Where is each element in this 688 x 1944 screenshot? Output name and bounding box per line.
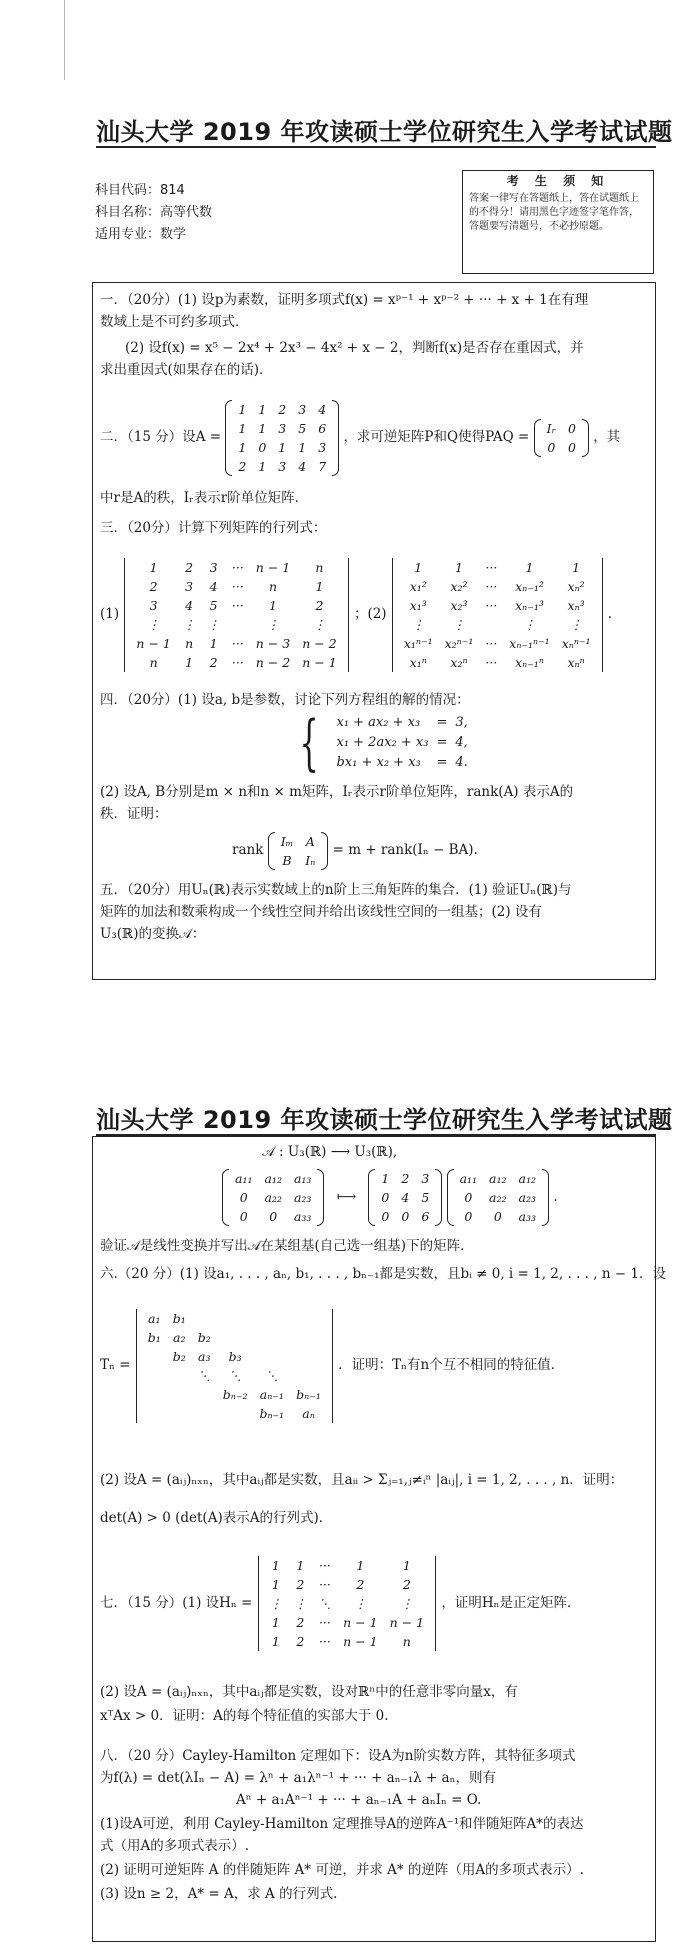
- tn-cell: b₃: [228, 1348, 242, 1364]
- hn-cell: 2: [296, 1577, 305, 1592]
- determinant-1-cell: n − 1: [136, 635, 171, 651]
- determinant-2-cell: ⋮: [569, 616, 583, 632]
- hn-cell: 1: [271, 1577, 280, 1592]
- determinant-2-cell: ···: [485, 578, 498, 594]
- determinant-2-cell: x₂²: [450, 578, 468, 594]
- hn-cell: ⋮: [354, 1596, 367, 1611]
- matrix-a-cell: 3: [318, 439, 327, 455]
- determinant-2-cell: 1: [572, 559, 581, 575]
- q6-line2: (2) 设A = (aᵢⱼ)ₙₓₙ，其中aᵢⱼ都是实数，且aᵢᵢ > Σⱼ₌₁,ⱼ≠ᵢⁿ |aᵢⱼ|, i = 1, 2, . . . , n．证明：: [100, 1472, 624, 1488]
- matrix-a-cell: 7: [318, 458, 327, 474]
- determinant-2-cell: ···: [485, 654, 498, 670]
- map-matrix-c-cell: 0: [493, 1209, 502, 1224]
- map-matrix-c-cell: a₂₃: [518, 1190, 537, 1205]
- matrix-a-cell: 1: [238, 420, 247, 436]
- matrix-a-cell: 2: [278, 401, 287, 417]
- map-matrix-b-cell: 2: [401, 1171, 410, 1186]
- map-matrix-a-cell: 0: [239, 1190, 248, 1205]
- q1-line1: 一．（20分）(1) 设p为素数，证明多项式f(x) = xᵖ⁻¹ + xᵖ⁻² + ··· + x + 1在有理: [100, 292, 589, 308]
- map-matrix-b: [368, 1169, 442, 1226]
- determinant-1-cell: 2: [315, 597, 324, 613]
- matrix-a-cell: 1: [258, 401, 267, 417]
- block-matrix-cell: 0: [567, 420, 576, 436]
- determinant-1-cell: 1: [315, 578, 324, 594]
- tn-cell: [142, 1385, 167, 1404]
- hn-cell: 1: [296, 1558, 305, 1573]
- hn-cell: 1: [402, 1558, 411, 1573]
- q2-middle: ，求可逆矩阵P和Q使得PAQ =: [343, 429, 530, 445]
- block-matrix-cell: 0: [567, 439, 576, 455]
- tn-prefix: Tₙ =: [100, 1357, 131, 1373]
- hn-cell: 1: [356, 1558, 365, 1573]
- tn-cell: a₂: [173, 1329, 186, 1345]
- tn-cell: bₙ₋₁: [296, 1386, 321, 1402]
- hn-cell: ⋱: [318, 1596, 332, 1611]
- system-brace: {: [299, 707, 319, 778]
- q1-line2: 数域上是不可约多项式．: [100, 314, 249, 330]
- hn-cell: 2: [296, 1634, 305, 1649]
- tn-cell: [167, 1385, 192, 1404]
- tn-cell: [167, 1366, 192, 1385]
- tn-cell: bₙ₋₂: [222, 1386, 248, 1402]
- matrix-a-cell: 1: [298, 439, 307, 455]
- rank-prefix: rank: [232, 842, 264, 858]
- determinant-2-cell: ⋮: [523, 616, 536, 632]
- tn-determinant: [135, 1309, 334, 1423]
- map-matrix-a-cell: 0: [269, 1209, 278, 1224]
- equation-cell: 4,: [455, 734, 468, 750]
- q5-line1: 五．（20分）用Uₙ(ℝ)表示实数域上的n阶上三角矩阵的集合．(1) 验证Uₙ(ℝ)与: [100, 882, 572, 898]
- q6-line3: det(A) > 0 (det(A)表示A的行列式)．: [100, 1510, 333, 1526]
- map-matrix-c-cell: a₂₂: [489, 1190, 507, 1205]
- map-matrix-a-cell: a₁₂: [264, 1171, 282, 1186]
- equation-cell: =: [436, 754, 448, 770]
- matrix-a-cell: 0: [258, 439, 267, 455]
- tn-cell: [217, 1404, 254, 1423]
- rank-matrix: [268, 832, 329, 870]
- determinant-1-cell: 3: [185, 578, 194, 594]
- map-matrix-a: [222, 1169, 324, 1226]
- tn-cell: b₂: [197, 1329, 211, 1345]
- exam-title-2: 汕头大学 2019 年攻读硕士学位研究生入学考试试题: [96, 1106, 673, 1134]
- map-matrix-b-cell: 0: [381, 1209, 390, 1224]
- q7-prefix: 七．（15 分）(1) 设Hₙ =: [100, 1595, 253, 1611]
- tn-cell: b₁: [172, 1310, 186, 1326]
- q2-row: [100, 392, 620, 482]
- map-matrix-a-cell: 0: [239, 1209, 248, 1224]
- matrix-a-cell: 4: [298, 458, 307, 474]
- determinant-1: [123, 558, 349, 672]
- map-matrix-c-cell: 0: [464, 1190, 473, 1205]
- tn-cell: [142, 1366, 167, 1385]
- tn-cell: [217, 1309, 254, 1328]
- determinant-1-cell: 5: [209, 597, 218, 613]
- q3-row: [100, 544, 612, 684]
- equation-cell: 3,: [455, 714, 468, 730]
- subject-name: 科目名称：高等代数: [95, 205, 213, 220]
- determinant-1-cell: n − 3: [255, 635, 291, 651]
- determinant-2-cell: xₙ₋₁³: [515, 597, 544, 613]
- hn-cell: 2: [356, 1577, 365, 1592]
- q8-line4: (1)设A可逆，利用 Cayley-Hamilton 定理推导A的逆阵A⁻¹和伴随矩阵A*的表达: [100, 1816, 584, 1832]
- determinant-2-cell: xₙ₋₁²: [515, 578, 544, 594]
- map-matrix-a-cell: a₁₃: [293, 1171, 312, 1186]
- determinant-1-cell: n − 1: [302, 654, 337, 670]
- q7-line3: xᵀAx > 0．证明：A的每个特征值的实部大于 0.: [100, 1708, 389, 1724]
- determinant-2-cell: xₙ₋₁ⁿ⁻¹: [509, 635, 550, 651]
- determinant-2-cell: x₂³: [450, 597, 468, 613]
- determinant-2-cell: x₂ⁿ⁻¹: [444, 635, 474, 651]
- determinant-2-cell: [479, 615, 503, 634]
- hn-cell: ···: [318, 1615, 331, 1630]
- q7-suffix: ，证明Hₙ是正定矩阵．: [441, 1595, 581, 1611]
- map-line: 𝒜 : U₃(ℝ) ⟶ U₃(ℝ),: [262, 1144, 398, 1160]
- determinant-1-cell: 2: [209, 654, 218, 670]
- determinant-1-cell: ⋮: [182, 616, 196, 632]
- tn-cell: ⋱: [265, 1367, 279, 1383]
- determinant-2-cell: x₁ⁿ: [409, 654, 427, 670]
- tn-cell: [290, 1309, 327, 1328]
- determinant-1-cell: n − 2: [302, 635, 337, 651]
- q8-line7: (3) 设n ≥ 2，A* = A，求 A 的行列式.: [100, 1886, 338, 1902]
- determinant-2-cell: x₁²: [409, 578, 427, 594]
- rank-matrix-cell: Iₙ: [305, 852, 316, 868]
- q5-end: 验证𝒜是线性变换并写出𝒜在某组基(自己选一组基)下的矩阵．: [100, 1238, 474, 1254]
- map-formula: [222, 1164, 558, 1230]
- q5-line3: U₃(ℝ)的变换𝒜：: [100, 926, 206, 942]
- tn-cell: [217, 1328, 254, 1347]
- tn-cell: [192, 1385, 217, 1404]
- rank-matrix-cell: A: [305, 833, 315, 849]
- hn-cell: ···: [318, 1577, 331, 1592]
- determinant-1-cell: 2: [149, 578, 158, 594]
- hn-cell: ⋮: [269, 1596, 283, 1611]
- hn-cell: 1: [271, 1615, 280, 1630]
- determinant-1-cell: 3: [209, 559, 218, 575]
- rank-suffix: = m + rank(Iₙ − BA).: [332, 842, 478, 858]
- block-matrix-cell: 0: [547, 439, 556, 455]
- determinant-2: [391, 558, 604, 672]
- matrix-a-cell: 1: [238, 401, 247, 417]
- map-matrix-b-cell: 5: [421, 1190, 430, 1205]
- hn-cell: 1: [271, 1558, 280, 1573]
- determinant-1-cell: ⋮: [147, 616, 160, 632]
- q8-line2: 为f(λ) = det(λIₙ − A) = λⁿ + a₁λⁿ⁻¹ + ··· + aₙ₋₁λ + aₙ，则有: [100, 1770, 496, 1786]
- tn-cell: [290, 1347, 327, 1366]
- scan-edge: [64, 0, 65, 80]
- determinant-1-cell: 1: [209, 635, 218, 651]
- determinant-2-cell: ···: [485, 559, 498, 575]
- map-matrix-b-cell: 3: [421, 1171, 430, 1186]
- subject-code: 科目代码：814: [95, 183, 185, 198]
- q1-line3: (2) 设f(x) = x⁵ − 2x⁴ + 2x³ − 4x² + x − 2，判断f(x)是否存在重因式，并: [125, 340, 584, 356]
- determinant-1-cell: ···: [231, 578, 244, 594]
- determinant-2-cell: ⋮: [412, 616, 425, 632]
- rank-matrix-cell: Iₘ: [280, 833, 294, 849]
- determinant-2-cell: xₙ²: [567, 578, 585, 594]
- hn-formula: [100, 1538, 580, 1668]
- determinant-1-cell: [226, 615, 250, 634]
- matrix-a: [225, 400, 339, 476]
- determinant-1-cell: ⋮: [207, 616, 220, 632]
- block-matrix: [534, 419, 589, 457]
- determinant-2-cell: ···: [485, 597, 498, 613]
- map-matrix-c: [447, 1169, 549, 1226]
- map-matrix-b-cell: 0: [381, 1190, 390, 1205]
- tn-cell: [290, 1366, 327, 1385]
- equation-system: [290, 707, 472, 778]
- rank-matrix-cell: B: [282, 852, 292, 868]
- equation-cell: bx₁ + x₂ + x₃: [336, 754, 421, 770]
- equation-cell: =: [436, 734, 448, 750]
- tn-cell: [142, 1347, 167, 1366]
- hn-cell: n: [402, 1634, 411, 1649]
- tn-cell: [167, 1404, 192, 1423]
- tn-cell: [192, 1309, 217, 1328]
- determinant-1-cell: ···: [231, 597, 244, 613]
- matrix-a-cell: 3: [298, 401, 307, 417]
- tn-cell: [142, 1404, 167, 1423]
- hn-cell: ⋮: [400, 1596, 414, 1611]
- q8-line6: (2) 证明可逆矩阵 A 的伴随矩阵 A* 可逆，并求 A* 的逆阵（用A的多项式表示）.: [100, 1862, 584, 1878]
- determinant-2-cell: xₙ³: [567, 597, 585, 613]
- determinant-1-cell: n: [268, 578, 278, 594]
- determinant-2-cell: ⋮: [452, 616, 466, 632]
- determinant-2-cell: x₁³: [409, 597, 427, 613]
- q4-line1: 四．（20分）(1) 设a, b是参数，讨论下列方程组的解的情况：: [100, 692, 470, 708]
- map-matrix-a-cell: a₂₃: [293, 1190, 312, 1205]
- tn-cell: aₙ: [302, 1405, 315, 1421]
- tn-cell: b₂: [172, 1348, 186, 1364]
- q8-line3: Aⁿ + a₁Aⁿ⁻¹ + ··· + aₙ₋₁A + aₙIₙ = O.: [236, 1792, 482, 1808]
- determinant-1-cell: ⋮: [313, 616, 326, 632]
- hn-cell: ···: [318, 1634, 331, 1649]
- q7-line2: (2) 设A = (aᵢⱼ)ₙₓₙ，其中aᵢⱼ都是实数，设对ℝⁿ中的任意非零向量x，有: [100, 1684, 518, 1700]
- equation-cell: 4.: [455, 754, 468, 770]
- q8-line1: 八．（20 分）Cayley-Hamilton 定理如下：设A为n阶实数方阵，其特征多项式: [100, 1748, 576, 1764]
- tn-cell: b₁: [147, 1329, 161, 1345]
- q3-intro: 三．（20分）计算下列矩阵的行列式：: [100, 520, 327, 536]
- determinant-1-cell: 2: [185, 559, 194, 575]
- matrix-a-cell: 1: [258, 458, 267, 474]
- hn-cell: n − 1: [343, 1634, 378, 1649]
- tn-cell: [192, 1404, 217, 1423]
- q4-line3: 秩．证明：: [100, 806, 168, 822]
- q3-end: .: [607, 606, 613, 622]
- matrix-a-cell: 4: [318, 401, 327, 417]
- determinant-1-cell: ⋮: [266, 616, 280, 632]
- equation-cell: x₁ + ax₂ + x₃: [336, 714, 421, 730]
- hn-cell: n − 1: [389, 1615, 425, 1630]
- determinant-1-cell: 1: [269, 597, 277, 613]
- exam-title: 汕头大学 2019 年攻读硕士学位研究生入学考试试题: [96, 118, 673, 146]
- tn-cell: ⋱: [198, 1367, 211, 1383]
- determinant-1-cell: n: [149, 654, 158, 670]
- tn-cell: [290, 1328, 327, 1347]
- hn-cell: ···: [318, 1558, 331, 1573]
- matrix-a-cell: 2: [238, 458, 247, 474]
- determinant-2-cell: 1: [525, 559, 534, 575]
- map-matrix-a-cell: a₂₂: [264, 1190, 282, 1205]
- equation-cell: =: [436, 714, 448, 730]
- determinant-2-cell: x₂ⁿ: [450, 654, 468, 670]
- notice-body: 答案一律写在答题纸上，答在试题纸上的不得分！请用黑色字迹签字笔作答，答题要写清题号，不必抄原题。: [469, 193, 639, 232]
- matrix-a-cell: 3: [278, 458, 287, 474]
- q5-line2: 矩阵的加法和数乘构成一个线性空间并给出该线性空间的一组基；(2) 设有: [100, 904, 542, 920]
- map-matrix-a-cell: a₃₃: [293, 1209, 312, 1224]
- tn-formula: [100, 1290, 564, 1440]
- tn-cell: a₁: [148, 1310, 161, 1326]
- q2-suffix: ，其: [593, 429, 621, 445]
- determinant-1-cell: 1: [149, 559, 158, 575]
- notice-title: 考 生 须 知: [506, 174, 610, 188]
- q6-line1: 六.（20 分）(1) 设a₁, . . . , aₙ, b₁, . . . , bₙ₋₁都是实数，且bᵢ ≠ 0, i = 1, 2, . . . , n − 1．设: [100, 1266, 666, 1282]
- q3-sep: ；(2): [353, 606, 387, 622]
- candidate-notice: [462, 170, 654, 274]
- determinant-2-cell: 1: [455, 559, 463, 575]
- exam-page-2: [0, 1080, 688, 1944]
- q2-line2: 中r是A的秩，Iᵣ表示r阶单位矩阵．: [100, 490, 309, 506]
- determinant-2-cell: xₙ₋₁ⁿ: [515, 654, 544, 670]
- determinant-2-cell: ···: [485, 635, 498, 651]
- matrix-a-cell: 1: [238, 439, 247, 455]
- determinant-1-cell: n: [315, 559, 324, 575]
- hn-cell: ⋮: [294, 1596, 307, 1611]
- determinant-1-cell: ···: [231, 654, 244, 670]
- tn-cell: [253, 1328, 290, 1347]
- map-matrix-b-cell: 0: [401, 1209, 410, 1224]
- mapsto-arrow: ⟼: [336, 1189, 357, 1205]
- map-matrix-c-cell: 0: [464, 1209, 473, 1224]
- determinant-1-cell: 4: [209, 578, 218, 594]
- map-matrix-c-cell: a₃₃: [518, 1209, 537, 1224]
- matrix-a-cell: 1: [278, 439, 287, 455]
- tn-cell: aₙ₋₁: [259, 1386, 284, 1402]
- q4-line2: (2) 设A, B分别是m × n和n × m矩阵，Iᵣ表示r阶单位矩阵，rank(A) 表示A的: [100, 784, 574, 800]
- tn-cell: ⋱: [228, 1367, 242, 1383]
- q3-label1: (1): [100, 606, 120, 622]
- determinant-1-cell: ···: [231, 635, 244, 651]
- matrix-a-cell: 6: [318, 420, 327, 436]
- hn-cell: 2: [296, 1615, 305, 1630]
- map-matrix-a-cell: a₁₁: [235, 1171, 253, 1186]
- determinant-1-cell: ···: [231, 559, 244, 575]
- q1-line4: 求出重因式(如果存在的话)．: [100, 362, 273, 378]
- hn-matrix: [257, 1556, 437, 1651]
- hn-cell: 2: [402, 1577, 411, 1592]
- matrix-a-cell: 3: [278, 420, 287, 436]
- determinant-2-cell: 1: [414, 559, 423, 575]
- matrix-a-cell: 1: [258, 420, 267, 436]
- tn-cell: bₙ₋₁: [259, 1405, 285, 1421]
- determinant-2-cell: xₙⁿ: [567, 654, 585, 670]
- determinant-1-cell: n − 1: [255, 559, 291, 575]
- matrix-a-cell: 5: [298, 420, 307, 436]
- determinant-1-cell: 1: [185, 654, 194, 670]
- title-rule: [96, 146, 656, 148]
- hn-cell: n − 1: [343, 1615, 378, 1630]
- determinant-1-cell: 4: [185, 597, 194, 613]
- major: 适用专业：数学: [95, 227, 187, 242]
- determinant-2-cell: xₙⁿ⁻¹: [561, 635, 591, 651]
- map-end: .: [553, 1189, 558, 1205]
- determinant-1-cell: 3: [149, 597, 158, 613]
- tn-cell: [253, 1309, 290, 1328]
- map-matrix-c-cell: a₁₂: [489, 1171, 507, 1186]
- map-matrix-b-cell: 4: [401, 1190, 410, 1205]
- hn-cell: 1: [271, 1634, 280, 1649]
- map-matrix-b-cell: 1: [381, 1171, 390, 1186]
- equation-cell: x₁ + 2ax₂ + x₃: [336, 734, 429, 750]
- map-matrix-b-cell: 6: [421, 1209, 430, 1224]
- determinant-1-cell: n − 2: [255, 654, 291, 670]
- tn-cell: a₃: [198, 1348, 211, 1364]
- q2-prefix: 二．（15 分）设A =: [100, 429, 222, 445]
- tn-cell: [253, 1347, 290, 1366]
- map-matrix-c-cell: a₁₂: [518, 1171, 537, 1186]
- tn-suffix: ．证明：Tₙ有n个互不相同的特征值．: [338, 1357, 565, 1373]
- block-matrix-cell: Iᵣ: [546, 420, 556, 436]
- q8-line5: 式（用A的多项式表示）.: [100, 1838, 250, 1854]
- determinant-1-cell: n: [185, 635, 194, 651]
- map-matrix-c-cell: a₁₁: [459, 1171, 478, 1186]
- rank-formula: [232, 828, 478, 872]
- determinant-2-cell: x₁ⁿ⁻¹: [403, 635, 433, 651]
